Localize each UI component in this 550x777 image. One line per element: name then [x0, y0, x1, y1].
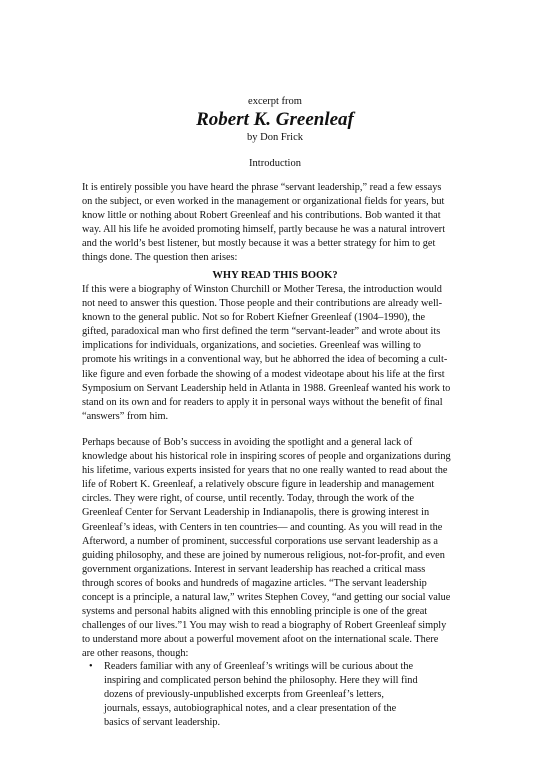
paragraph-line: guiding philosophy, and these are joined by numerous religious, not-for-profit, and even: [82, 549, 445, 561]
paragraph-line: systems and personal habits aligned with this ennobling principle is one of the great: [82, 606, 428, 618]
section-heading: WHY READ THIS BOOK?: [212, 270, 338, 281]
paragraph-line: “answers” from him.: [82, 410, 169, 422]
excerpt-kicker: excerpt from: [248, 96, 302, 107]
list-item-line: journals, essays, autobiographical notes, and a clear presentation of the: [104, 703, 397, 715]
book-title: Robert K. Greenleaf: [196, 109, 354, 130]
paragraph-line: life of Robert K. Greenleaf, a relatively obscure figure in leadership and management: [82, 479, 435, 491]
paragraph-line: If this were a biography of Winston Churchill or Mother Teresa, the introduction would: [82, 284, 442, 295]
paragraph-line: way. All his life he avoided promoting himself, partly because he was a natural introvert: [82, 224, 446, 236]
paragraph-line: know little or nothing about Robert Greenleaf and his contributions. Bob wanted it that: [82, 210, 441, 222]
paragraph-1: [82, 181, 477, 266]
paragraph-line: Afterword, a number of prominent, successful corporations use servant leadership as a: [82, 535, 438, 547]
list-item-line: dozens of previously-unpublished excerpts from Greenleaf’s letters,: [104, 689, 384, 701]
paragraph-2: [82, 283, 477, 424]
paragraph-line: on the subject, or even worked in the management or organizational fields for years, but: [82, 196, 445, 208]
paragraph-line: not need to answer this question. Those people and their contributions are already well-: [82, 298, 443, 310]
paragraph-line: circles. They were right, of course, until recently. Today, through the work of the: [82, 493, 415, 505]
paragraph-line: Perhaps because of Bob’s success in avoiding the spotlight and a general lack of: [82, 437, 413, 448]
paragraph-line: Greenleaf’s ideas, with Centers in ten countries— and counting. As you will read in the: [82, 521, 443, 533]
section-title: Introduction: [249, 158, 301, 169]
paragraph-line: through scores of books and hundreds of magazine articles. “The servant leadership: [82, 577, 427, 589]
paragraph-line: known to the general public. Not so for Robert Kiefner Greenleaf (1904–1990), the: [82, 312, 426, 324]
bullet-icon: •: [89, 661, 93, 672]
paragraph-line: knowledge about his historical role in inspiring scores of people and organizations during: [82, 451, 451, 463]
paragraph-line: Symposium on Servant Leadership held in Atlanta in 1988. Greenleaf wanted his work to: [82, 382, 451, 394]
list-item: [89, 660, 489, 730]
paragraph-line: like figure and even forbade the showing of a modest videotape about his life at the first: [82, 368, 445, 380]
paragraph-line: things done. The question then arises:: [82, 252, 238, 264]
paragraph-line: are other reasons, though:: [82, 648, 189, 660]
paragraph-line: Greenleaf Center for Servant Leadership in Indianapolis, there is growing interest in: [82, 507, 430, 519]
paragraph-line: stand on its own and for readers to apply it in personal ways without the benefit of final: [82, 396, 443, 408]
paragraph-line: to understand more about a powerful movement afoot on the international scale. There: [82, 634, 439, 646]
paragraph-line: and the world’s best listener, but mostly because it was a better strategy for him to get: [82, 238, 436, 250]
author-byline: by Don Frick: [247, 132, 303, 143]
list-item-line: basics of servant leadership.: [104, 717, 221, 729]
paragraph-line: implications for individuals, organizations, and societies. Greenleaf was willing to: [82, 340, 421, 352]
list-item-line: Readers familiar with any of Greenleaf’s writings will be curious about the: [104, 661, 414, 672]
reasons-list: [89, 660, 489, 730]
paragraph-line: challenges of our lives.”1 You may wish to read a biography of Robert Greenleaf simply: [82, 620, 447, 632]
paragraph-line: gifted, paradoxical man who first defined the term “servant-leader” and wrote about its: [82, 326, 441, 338]
paragraph-line: his lifetime, various experts insisted for years that no one really wanted to read about the: [82, 465, 448, 477]
paragraph-line: concept is a principle, a natural law,” writes Stephen Covey, “and getting our social value: [82, 592, 451, 604]
paragraph-3: [82, 436, 477, 662]
paragraph-line: government organizations. Interest in servant leadership has reached a critical mass: [82, 563, 426, 575]
paragraph-line: promote his writings in a conventional way, but he abhorred the idea of becoming a cult-: [82, 354, 448, 366]
paragraph-line: It is entirely possible you have heard the phrase “servant leadership,” read a few essays: [82, 182, 442, 193]
list-item-line: inspiring and complicated person behind the philosophy. Here they will find: [104, 675, 418, 687]
